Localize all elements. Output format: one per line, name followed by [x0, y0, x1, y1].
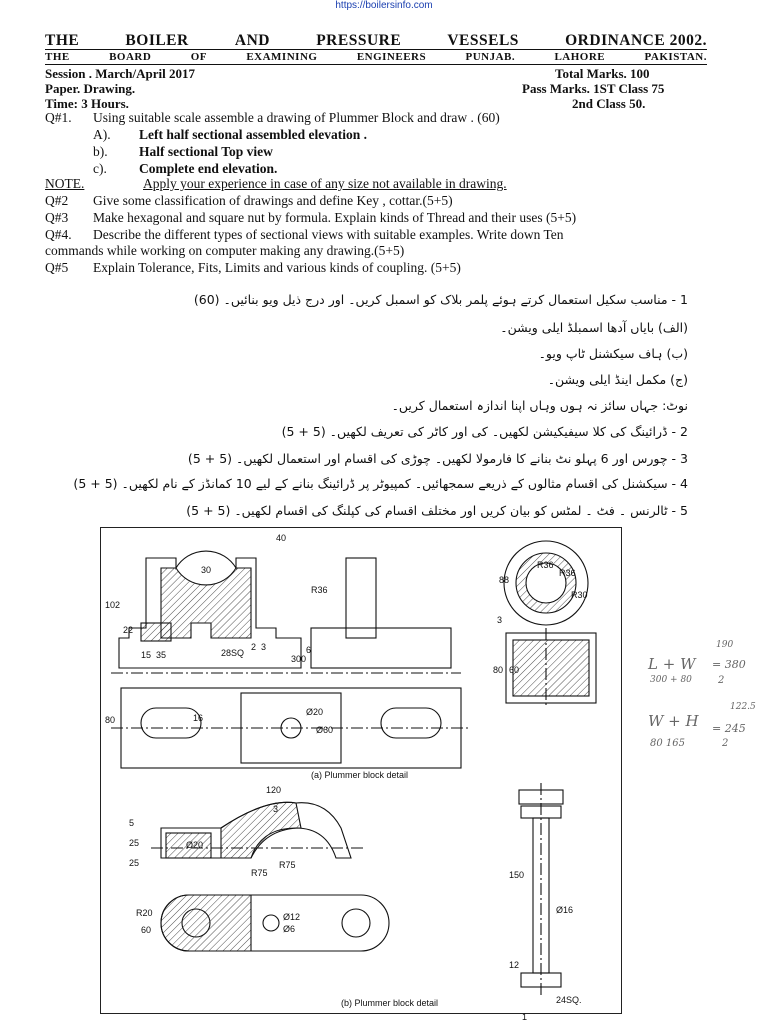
question-number: Q#5	[45, 260, 69, 275]
dim-label: Ø6	[283, 924, 296, 934]
urdu-line: 5 - ٹالرنس ۔ فٹ ۔ لمٹس کو بیان کریں اور مختلف اقسام کی کپلنگ کی اقسام لکھیں۔ (5 + 5)	[186, 503, 688, 518]
cap-top-hatched	[161, 895, 251, 951]
dim-label: R36	[311, 585, 328, 595]
paper: Paper. Drawing.	[45, 81, 136, 96]
handwritten-note: = 380	[712, 658, 746, 671]
dim-label: 3	[261, 642, 267, 652]
title-underline	[45, 49, 707, 50]
cap-outline	[346, 558, 376, 638]
base-right-outline	[311, 628, 451, 668]
oil-hole	[263, 915, 279, 931]
handwritten-note: 122.5	[730, 702, 756, 712]
question-4	[45, 227, 564, 243]
cap-hole-right	[342, 909, 370, 937]
handwritten-note: W + H	[648, 712, 699, 730]
question-number: Q#2	[45, 193, 69, 208]
urdu-line: نوٹ: جہاں سائز نہ ہوں وہاں اپنا اندازہ استعمال کریں۔	[391, 398, 688, 413]
part-text: Half sectional Top view	[139, 144, 273, 159]
handwritten-note: L + W	[648, 655, 696, 673]
dim-label: Ø12	[283, 912, 301, 922]
dim-label: 40	[276, 533, 287, 543]
handwritten-note: 300 + 80	[650, 675, 692, 685]
board-word: PUNJAB.	[465, 51, 516, 63]
session: Session . March/April 2017	[45, 66, 195, 81]
bearing-section	[161, 568, 251, 638]
total-marks: Total Marks. 100	[555, 66, 650, 81]
second-class: 2nd Class 50.	[572, 96, 646, 111]
note	[45, 176, 507, 192]
board-underline	[45, 64, 707, 65]
dim-label: R20	[136, 908, 153, 918]
question-text: Explain Tolerance, Fits, Limits and various kinds of coupling. (5+5)	[93, 260, 461, 275]
urdu-line: 4 - سیکشنل کی اقسام مثالوں کے ذریعے سمجھائیں۔ کمپیوٹر پر ڈرائینگ بنانے کے لیے 10 کمانڈز کے نام لکھیں۔ (5 + 5)	[73, 476, 688, 491]
question-text: Using suitable scale assemble a drawing of Plummer Block and draw . (60)	[93, 110, 500, 125]
dim-label: R36	[537, 560, 554, 570]
ordinance-title	[45, 32, 707, 50]
part-text: Complete end elevation.	[139, 161, 278, 176]
title-word: VESSELS	[447, 32, 519, 49]
part-text: Left half sectional assembled elevation .	[139, 127, 367, 142]
dim-label: Ø20	[306, 707, 324, 717]
dim-label: 25	[129, 838, 140, 848]
board-word: LAHORE	[554, 51, 606, 63]
dim-label: 24SQ.	[556, 995, 582, 1005]
source-url[interactable]: https://boilersinfo.com	[335, 0, 433, 11]
dim-label: Ø60	[316, 725, 334, 735]
dim-label: 102	[105, 600, 121, 610]
urdu-line: 1 - مناسب سکیل استعمال کرتے ہوئے پلمر بلاک کو اسمبل کریں۔ اور درج ذیل ویو بنائیں۔ (60)	[193, 292, 688, 307]
dim-label: 35	[156, 650, 167, 660]
handwritten-note: 2	[718, 675, 725, 686]
dim-label: 80	[105, 715, 116, 725]
drawing-svg	[101, 528, 621, 1013]
handwritten-note: 2	[722, 738, 729, 749]
question-number: Q#4.	[45, 227, 72, 242]
q1-part-c	[93, 161, 277, 177]
dim-label: 5	[129, 818, 135, 828]
dim-label: R75	[251, 868, 268, 878]
q1-part-a	[93, 127, 367, 143]
slot-right	[381, 708, 441, 738]
urdu-line: 3 - چورس اور 6 پہلو نٹ بنانے کا فارمولا لکھیں۔ چوڑی کی اقسام اور استعمال لکھیں۔ (5 + 5)	[187, 451, 688, 466]
dim-label: 3	[497, 615, 503, 625]
dim-label: 22	[123, 625, 134, 635]
dim-label: Ø16	[556, 905, 574, 915]
question-1	[45, 110, 500, 126]
dim-label: 120	[266, 785, 282, 795]
dim-label: 12	[509, 960, 520, 970]
question-4-cont	[45, 243, 404, 259]
part-label: c).	[93, 161, 107, 176]
figure-caption: (b) Plummer block detail	[341, 998, 439, 1008]
time: Time: 3 Hours.	[45, 96, 129, 111]
dim-label: 88	[499, 575, 510, 585]
board-word: ENGINEERS	[356, 51, 427, 63]
title-word: THE	[45, 32, 80, 49]
end-view-hatched	[513, 640, 589, 696]
title-word: PRESSURE	[316, 32, 402, 49]
dim-label: 16	[193, 713, 204, 723]
dim-label: 300	[291, 654, 307, 664]
figure-caption: (a) Plummer block detail	[311, 770, 409, 780]
dim-label: 2	[251, 642, 257, 652]
title-word: AND	[234, 32, 271, 49]
dim-label: 15	[141, 650, 152, 660]
urdu-line: 2 - ڈرائینگ کی کلا سیفیکیشن لکھیں۔ کی اور کاٹر کی تعریف لکھیں۔ (5 + 5)	[281, 424, 688, 439]
urdu-line: (الف) بایاں آدھا اسمبلڈ ایلی ویشن۔	[500, 320, 688, 335]
question-number: Q#1.	[45, 110, 72, 125]
plummer-block-drawing	[100, 527, 622, 1014]
title-word: BOILER	[125, 32, 189, 49]
board-line	[45, 51, 707, 63]
urdu-line: (ب) ہاف سیکشنل ٹاپ ویو۔	[538, 346, 688, 361]
dim-label: 150	[509, 870, 525, 880]
question-text: Make hexagonal and square nut by formula. Explain kinds of Thread and their uses (5+5)	[93, 210, 577, 225]
dim-label: 80	[493, 665, 504, 675]
urdu-line: (ج) مکمل اینڈ ایلی ویشن۔	[547, 372, 688, 387]
question-text: Give some classification of drawings and define Key , cottar.(5+5)	[93, 193, 453, 208]
dim-label: R36	[559, 568, 576, 578]
pass-marks: Pass Marks. 1ST Class 75	[522, 81, 665, 96]
handwritten-note: = 245	[712, 722, 746, 735]
dim-label: 25	[129, 858, 140, 868]
handwritten-note: 190	[716, 640, 734, 650]
board-word: THE	[45, 51, 70, 63]
q1-part-b	[93, 144, 273, 160]
question-3	[45, 210, 576, 226]
part-label: A).	[93, 127, 111, 142]
dim-label: 6	[306, 645, 312, 655]
dim-label: 60	[141, 925, 152, 935]
question-text: commands while working on computer making any drawing.(5+5)	[45, 243, 405, 258]
page-mark: 1	[522, 1012, 528, 1022]
dim-label: 28SQ	[221, 648, 245, 658]
part-label: b).	[93, 144, 108, 159]
title-word: ORDINANCE 2002.	[565, 32, 707, 49]
question-number: Q#3	[45, 210, 69, 225]
question-text: Describe the different types of sectional views with suitable examples. Write down Ten	[93, 227, 564, 242]
board-word: EXAMINING	[246, 51, 318, 63]
question-5	[45, 260, 461, 276]
handwritten-note: 80 165	[650, 738, 685, 749]
board-word: PAKISTAN.	[644, 51, 707, 63]
note-label: NOTE.	[45, 176, 85, 191]
board-word: OF	[190, 51, 207, 63]
question-2	[45, 193, 453, 209]
dim-label: R30	[571, 590, 588, 600]
slot-left	[141, 708, 204, 738]
dim-label: 60	[509, 665, 520, 675]
dim-label: 30	[201, 565, 212, 575]
cap-hatched-curve	[221, 802, 301, 858]
board-word: BOARD	[109, 51, 152, 63]
dim-label: R75	[279, 860, 296, 870]
dim-label: 3	[273, 804, 279, 814]
dim-label: Ø20	[186, 840, 204, 850]
note-text: Apply your experience in case of any size not available in drawing.	[143, 176, 507, 191]
